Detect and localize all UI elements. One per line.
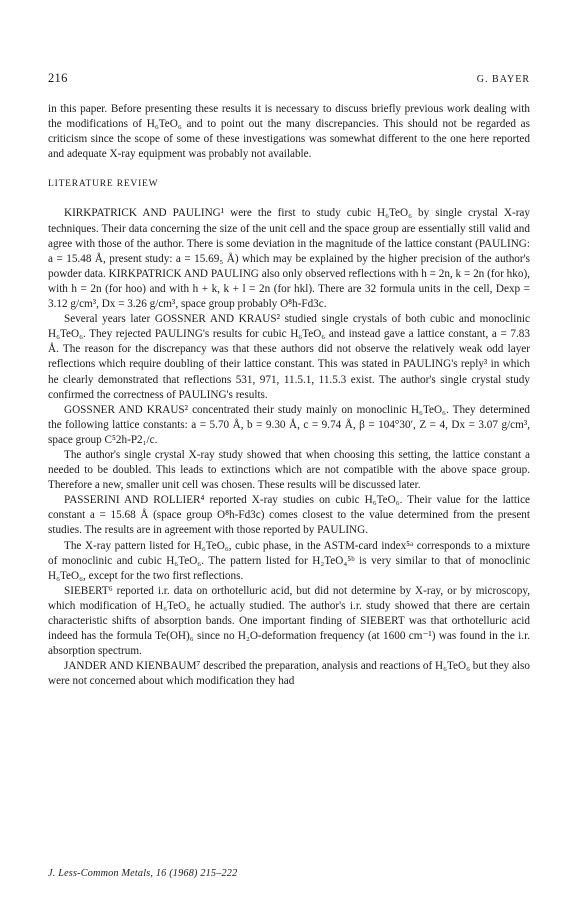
page-number: 216: [48, 71, 68, 85]
paragraph-kirkpatrick-pauling: KIRKPATRICK AND PAULING¹ were the first to study cubic H₆TeO₆ by single crystal X-ray techniques. Their data concerning the size of the unit cell and the space group are essentially still valid and agree with those of the author. There is some deviation in the magnitude of the lattice constant (PAULING: a = 15.48 Å, present study: a = 15.69₅ Å) which may be explained by the higher precision of the author's powder data. KIRKPATRICK AND PAULING also only observed reflections with h = 2n, k = 2n (for hko), with h = 2n (for hoo) and with h + k, k + l = 2n (for hkl). There are 32 formula units in the cell, Dexp = 3.12 g/cm³, Dx = 3.26 g/cm³, space group probably O⁸h-Fd3c.: [48, 207, 530, 311]
paragraph-siebert: SIEBERT⁶ reported i.r. data on orthotelluric acid, but did not determine by X-ray, or by microscopy, which modification of H₆TeO₆ he actually studied. The author's i.r. study showed that there are certain characteristic shifts of absorption bands. One important finding of SIEBERT was that orthotelluric acid indeed has the formula Te(OH)₆ since no H₂O-deformation frequency (at 1600 cm⁻¹) was found in the i.r. absorption spectrum.: [48, 584, 530, 658]
running-head: [48, 71, 530, 86]
paragraph-passerini-rollier: PASSERINI AND ROLLIER⁴ reported X-ray studies on cubic H₆TeO₆. Their value for the lattice constant a = 15.68 Å (space group O⁸h-Fd3c) comes closest to the value determined from the present studies. The results are in agreement with those reported by PAULING.: [48, 494, 530, 537]
paragraph-astm: The X-ray pattern listed for H₆TeO₆, cubic phase, in the ASTM-card index⁵ᵃ corresponds to a mixture of monoclinic and cubic H₆TeO₆. The pattern listed for H₂TeO₄⁵ᵇ is very similar to that of monoclinic H₆TeO₆, except for the two first reflections.: [48, 539, 530, 582]
body-text: [48, 102, 530, 689]
section-heading: LITERATURE REVIEW: [48, 179, 159, 190]
paragraph-single-crystal: The author's single crystal X-ray study showed that when choosing this setting, the lattice constant a needed to be doubled. This leads to extinctions which are not compatible with the above space group. Therefore a new, smaller unit cell was chosen. These results will be discussed later.: [48, 448, 530, 492]
paragraph-gossner-kraus-2: GOSSNER AND KRAUS² concentrated their study mainly on monoclinic H₆TeO₆. They determined the following lattice constants: a = 5.70 Å, b = 9.30 Å, c = 9.74 Å, β = 104°30′, Z = 4, Dx = 3.07 g/cm³, space group C⁵2h-P2₁/c.: [48, 403, 530, 446]
paragraph-jander-kienbaum: JANDER AND KIENBAUM⁷ described the preparation, analysis and reactions of H₆TeO₆ but they also were not concerned about which modification they had: [48, 660, 530, 688]
paragraph-gossner-kraus-1: Several years later GOSSNER AND KRAUS² studied single crystals of both cubic and monoclinic H₆TeO₆. They rejected PAULING's results for cubic H₆TeO₆ and instead gave a lattice constant, a = 7.83 Å. The reason for the discrepancy was that these authors did not observe the relatively weak odd layer reflections which require doubling of their lattice constant. This was stated in PAULING's reply³ in which he clearly demonstrated that reflections 531, 971, 11.5.1, 11.5.3 exist. The author's single crystal study confirmed the correctness of PAULING's results.: [48, 313, 530, 401]
intro-paragraph: in this paper. Before presenting these results it is necessary to discuss briefly previous work dealing with the modifications of H₆TeO₆ and to point out the many discrepancies. This should not be regarded as criticism since the scope of some of these investigations was somewhat different to the one here reported and adequate X-ray equipment was probably not available.: [48, 103, 530, 161]
journal-footer: J. Less-Common Metals, 16 (1968) 215–222: [48, 868, 238, 879]
running-author: G. BAYER: [476, 74, 530, 85]
